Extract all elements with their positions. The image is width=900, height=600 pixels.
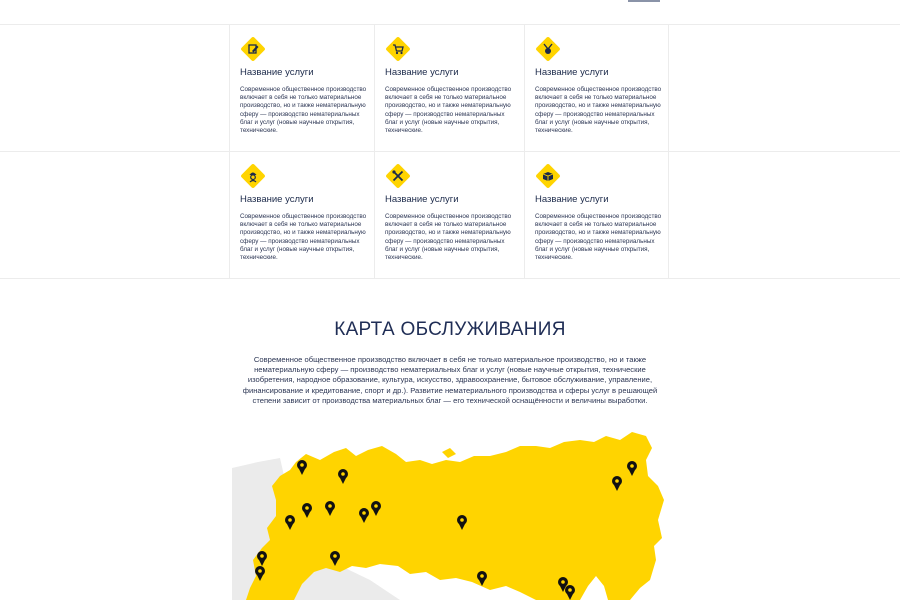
service-title: Название услуги bbox=[385, 67, 459, 78]
service-card[interactable] bbox=[524, 152, 669, 279]
service-card[interactable] bbox=[229, 152, 374, 279]
service-description: Современное общественное производство включает в себя не только материальное производство, но и также нематериальную сферу — производство нематериальных благ и услуг (новые научные открытия, технические. bbox=[240, 86, 367, 135]
services-row bbox=[0, 25, 900, 152]
service-description: Современное общественное производство включает в себя не только материальное производство, но и также нематериальную сферу — производство нематериальных благ и услуг (новые научные открытия, технические. bbox=[240, 213, 367, 262]
service-title: Название услуги bbox=[535, 194, 609, 205]
service-title: Название услуги bbox=[240, 67, 314, 78]
edit-icon bbox=[240, 36, 266, 62]
map-country-shape bbox=[246, 432, 664, 600]
service-map[interactable] bbox=[0, 420, 900, 600]
medal-icon bbox=[535, 36, 561, 62]
map-section-title: КАРТА ОБСЛУЖИВАНИЯ bbox=[334, 319, 566, 340]
map-island bbox=[442, 448, 456, 458]
services-row bbox=[0, 152, 900, 279]
box-icon bbox=[535, 163, 561, 189]
service-card[interactable] bbox=[524, 25, 669, 152]
service-card[interactable] bbox=[374, 152, 524, 279]
service-card[interactable] bbox=[229, 25, 374, 152]
service-description: Современное общественное производство включает в себя не только материальное производство, но и также нематериальную сферу — производство нематериальных благ и услуг (новые научные открытия, технические. bbox=[385, 213, 512, 262]
cart-icon bbox=[385, 36, 411, 62]
worker-icon bbox=[240, 163, 266, 189]
service-card[interactable] bbox=[374, 25, 524, 152]
service-title: Название услуги bbox=[535, 67, 609, 78]
service-description: Современное общественное производство включает в себя не только материальное производство, но и также нематериальную сферу — производство нематериальных благ и услуг (новые научные открытия, технические. bbox=[535, 86, 662, 135]
service-description: Современное общественное производство включает в себя не только материальное производство, но и также нематериальную сферу — производство нематериальных благ и услуг (новые научные открытия, технические. bbox=[385, 86, 512, 135]
service-title: Название услуги bbox=[240, 194, 314, 205]
map-section-description: Современное общественное производство включает в себя не только материальное производство, но и также нематериальную сферу — производство нематериальных благ и услуг (новые научные открытия, технические изобретения, народное образование, культура, искусство, здравоохранение, бытовое обслуживание, управление, финансирование и кредитование, спорт и др.). Развитие нематериального производства и сферы услуг в решающей степени зависит от производства материальных благ — его технической оснащённости и величины выработки. bbox=[242, 355, 658, 405]
service-description: Современное общественное производство включает в себя не только материальное производство, но и также нематериальную сферу — производство нематериальных благ и услуг (новые научные открытия, технические. bbox=[535, 213, 662, 262]
tools-icon bbox=[385, 163, 411, 189]
services-grid bbox=[0, 24, 900, 278]
nav-underline bbox=[628, 0, 660, 2]
service-title: Название услуги bbox=[385, 194, 459, 205]
